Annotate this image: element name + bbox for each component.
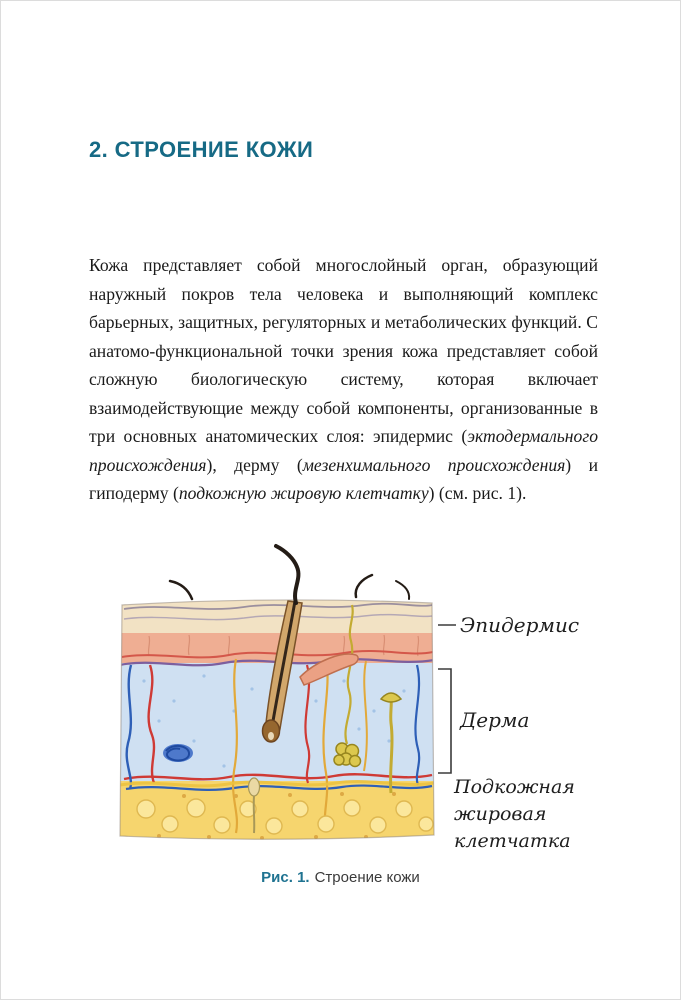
surface-hairs (170, 546, 409, 603)
label-dermis: Дерма (460, 708, 530, 732)
label-hypodermis-line2: жировая (454, 803, 547, 825)
label-epidermis: Эпидермис (460, 613, 580, 637)
annotation-lines (438, 625, 456, 773)
annotation-bracket-dermis (438, 669, 451, 773)
main-hair-shaft (276, 546, 298, 603)
label-hypodermis-line1: Подкожная (454, 776, 575, 798)
skin-layers (114, 596, 439, 843)
label-hypodermis-line3: клетчатка (454, 830, 571, 852)
figure-caption-number: Рис. 1. (261, 869, 310, 886)
body-paragraph: Кожа представляет собой многослойный орган, образующий наружный покров тела человека и выполняющий комплекс барьерных, защитных, регуляторных и метаболических функций. С анатомо-функциональной точки зрения кожа представляет собой сложную биологическую систему, которая включает взаимодействующие между собой компоненты, организованные в три основных анатомических слоя: эпидермис (эктодермального происхождения), дерму (мезенхимального происхождения) и гиподерму (подкожную жировую клетчатку) (см. рис. 1). (89, 255, 598, 503)
skin-illustration (104, 541, 664, 871)
page-title: 2. СТРОЕНИЕ КОЖИ (89, 137, 314, 162)
figure-caption-text: Строение кожи (314, 869, 420, 886)
nerve-receptor-knot (163, 744, 193, 762)
figure-caption (1, 869, 680, 886)
